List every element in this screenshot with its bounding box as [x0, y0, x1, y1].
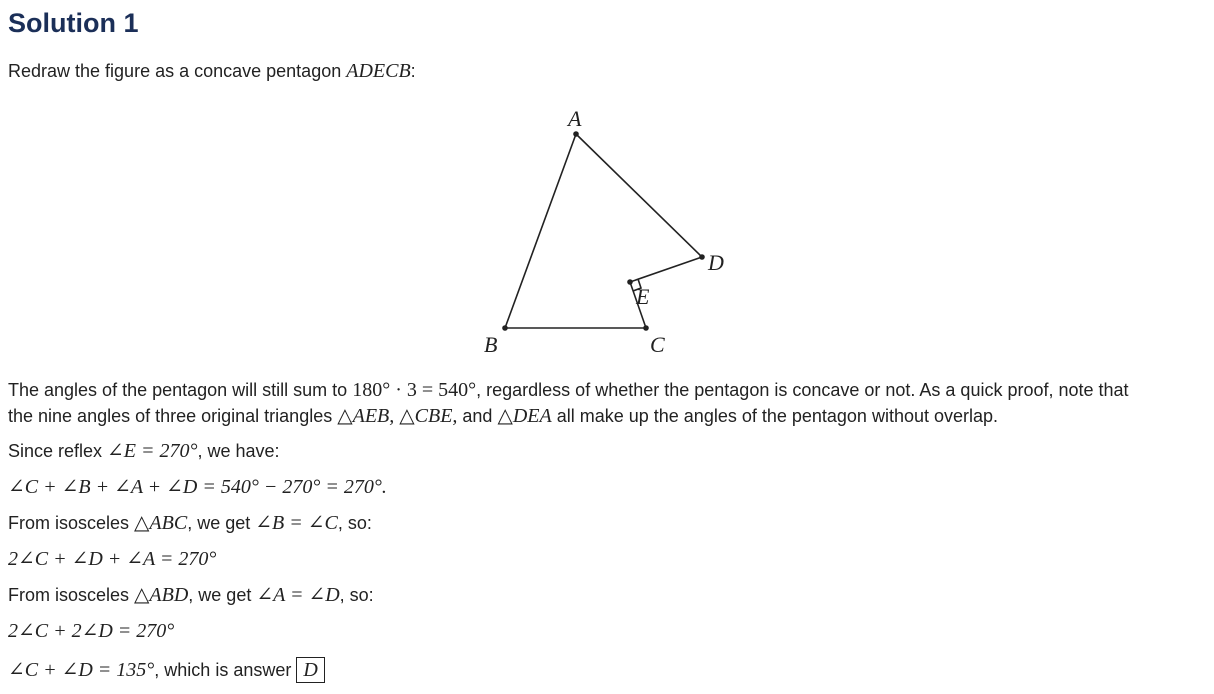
paragraph-angle-sum-line2	[8, 403, 1129, 429]
math-result: ∠C + ∠D = 135°	[8, 659, 155, 681]
vertex-a	[573, 131, 579, 137]
text: , regardless of whether the pentagon is concave or not. As a quick proof, note that	[476, 380, 1129, 400]
text: From isosceles	[8, 513, 135, 533]
text: and	[457, 406, 498, 426]
math-b-equals-c: ∠B = ∠C	[255, 512, 338, 534]
paragraph-answer	[8, 657, 325, 683]
intro-end: :	[410, 61, 416, 81]
paragraph-isosceles-abc	[8, 510, 372, 536]
equation-3: 2∠C + 2∠D = 270°	[8, 620, 175, 642]
label-c: C	[650, 332, 665, 357]
text: From isosceles	[8, 585, 135, 605]
text: , so:	[339, 585, 374, 605]
equation-2: 2∠C + ∠D + ∠A = 270°	[8, 548, 217, 570]
equation-1: ∠C + ∠B + ∠A + ∠D = 540° − 270° = 270°.	[8, 476, 387, 498]
label-d: D	[708, 250, 724, 275]
paragraph-reflex	[8, 438, 280, 464]
vertex-b	[502, 325, 508, 331]
paragraph-isosceles-abd	[8, 582, 374, 608]
math-triangle-dea: △DEA	[497, 405, 552, 427]
label-e: E	[636, 284, 650, 309]
vertex-d	[699, 254, 705, 260]
text: , we get	[188, 585, 257, 605]
text: , we get	[187, 513, 256, 533]
text: the nine angles of three original triangles	[8, 406, 338, 426]
solution-heading: Solution 1	[8, 8, 139, 38]
text: all make up the angles of the pentagon without overlap.	[551, 406, 999, 426]
math-triangle-abd: △ABD	[134, 584, 189, 606]
paragraph-angle-sum-line1	[8, 377, 1129, 403]
math-reflex-e: ∠E = 270°	[107, 440, 198, 462]
math-sum: 180° · 3 = 540°	[352, 379, 477, 401]
text: , we have:	[197, 441, 280, 461]
intro-math: ADECB	[346, 60, 411, 82]
paragraph-angle-sum	[8, 377, 1129, 429]
label-a: A	[568, 106, 582, 131]
vertex-c	[643, 325, 649, 331]
text: The angles of the pentagon will still sum to	[8, 380, 353, 400]
text: , which is answer	[154, 660, 297, 680]
math-a-equals-d: ∠A = ∠D	[256, 584, 340, 606]
label-b: B	[484, 332, 498, 357]
text: Since reflex	[8, 441, 108, 461]
answer-box: D	[296, 657, 324, 683]
math-triangle-abc: △ABC	[134, 512, 188, 534]
math-triangles: △AEB, △CBE,	[337, 405, 458, 427]
text: , so:	[337, 513, 372, 533]
vertex-e	[627, 279, 633, 285]
intro-text: Redraw the figure as a concave pentagon	[8, 61, 347, 81]
